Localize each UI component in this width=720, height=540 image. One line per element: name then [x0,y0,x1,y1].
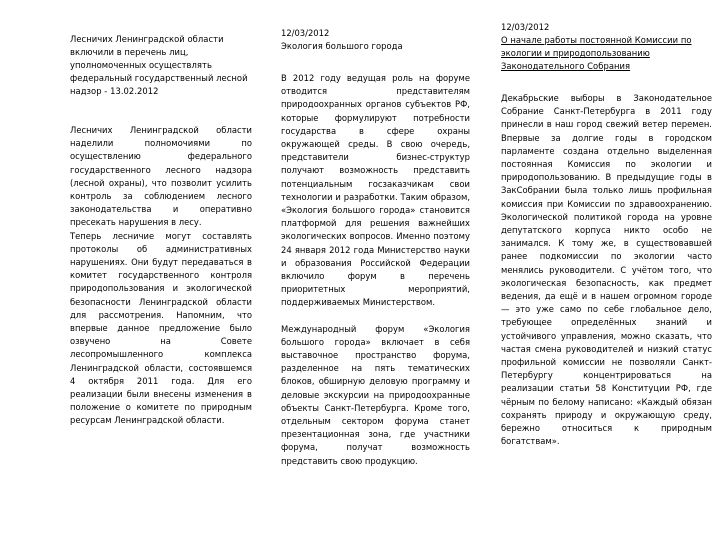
spacer [281,310,470,323]
article-headline-middle: Экология большого города [281,41,403,51]
article-paragraph: Декабрьские выборы в Законодательное Собрание Санкт-Петербурга в 2011 году принесли в наш город свежий ветер перемен. Впервые за долгие годы в городском парламенте создана отдельно выделенная постоянная Комиссия по экологии и природопользованию. В предыдущие годы в ЗакСобрании была только лишь профильная комиссия при Комиссии по здравоохранению. Экологической политикой города на уровне депутатского корпуса никто особо не занимался. К тому же, в существовавшей ранее подкомиссии по экологии часто менялись руководители. С учётом того, что экологическая безопасность, как предмет ведения, да ещё и в нашем огромном городе — это уже само по себе глобальное дело, требующее определённых знаний и устойчивого управления, можно сказать, что частая смена руководителей и низкий статус профильной комиссии не позволяли Санкт-Петербургу концентрироваться на реализации статьи 58 Конституции РФ, где чёрным по белому написано: «Каждый обязан сохранять природу и окружающую среду, бережно относиться к природным богатствам». [501,93,712,447]
article-headline-right [501,34,712,73]
article-headline-left: Лесничих Ленинградской области включили в перечень лиц, уполномоченных осуществлять федеральный государственный лесной надзор - 13.02.2012 [70,34,248,96]
article-date-middle: 12/03/2012 [281,28,330,38]
article-paragraph: Теперь лесничие могут составлять протоколы об административных нарушениях. Они будут передаваться в комитет государственного контроля природопользования и экологической безопасности Ленинградской области для рассмотрения. Напомним, что впервые данное предложение было озвучено на Совете лесопромышленного комплекса Ленинградской области, состоявшемся 4 октября 2011 года. Для его реализации были внесены изменения в положение о комитете по природным ресурсам Ленинградской области. [70,230,252,426]
spacer [70,98,252,124]
article-paragraph: Международный форум «Экология большого города» включает в себя выставочное пространство форума, разделенное на пять тематических блоков, обширную деловую программу и деловые экскурсии на природоохранные объекты Санкт-Петербурга. Кроме того, отдельным сектором форума станет презентационная зона, где участники форума, получат возможность представить свою продукцию. [281,323,470,466]
article-column-right [470,0,720,448]
article-paragraph: Лесничих Ленинградской области наделили полномочиями по осуществлению федерального государственного лесного надзора (лесной охраны), что позволит усилить контроль за соблюдением лесного законодательства и оперативно пресекать нарушения в лесу. [70,125,252,228]
article-column-middle [252,0,470,468]
article-date-right: 12/03/2012 [501,22,550,32]
spacer [281,53,470,72]
article-column-left [0,0,252,428]
article-paragraph: В 2012 году ведущая роль на форуме отводится представителям природоохранных органов субъектов РФ, которые формулируют потребности государства в сфере охраны окружающей среды. В свою очередь, представители бизнес-структур получают возможность представить потенциальным госзаказчикам свои технологии и разработки. Таким образом, «Экология большого города» становится платформой для решения важнейших экологических вопросов. Именно поэтому 24 января 2012 года Министерство науки и образования Российской Федерации включило форум в перечень приоритетных мероприятий, поддерживаемых Министерством. [281,73,470,308]
spacer [501,73,712,92]
article-headline-link[interactable]: О начале работы постоянной Комиссии по экологии и природопользованию Законодательного Собрания [501,35,692,71]
